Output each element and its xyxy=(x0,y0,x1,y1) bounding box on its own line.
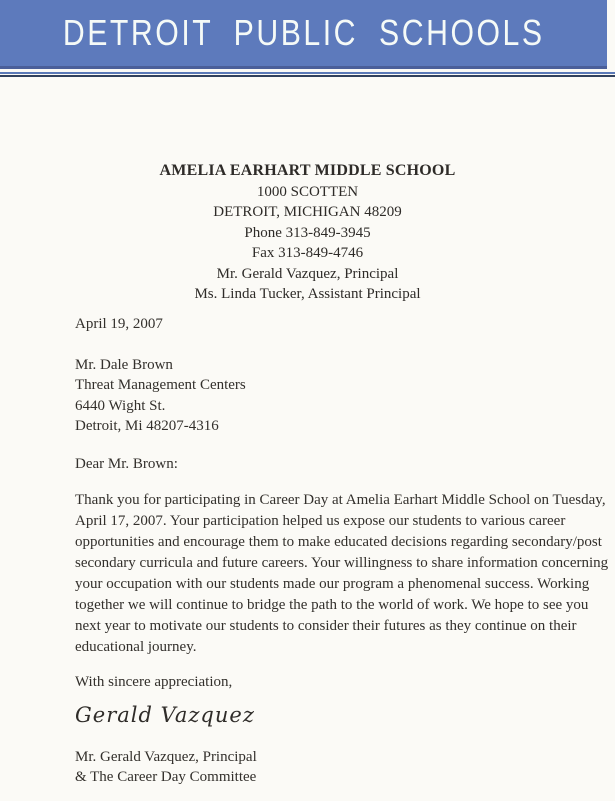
body-line: April 17, 2007. Your participation helped us expose our students to various career xyxy=(75,512,566,529)
body-line: educational journey. xyxy=(75,638,197,655)
recipient-address xyxy=(75,355,560,437)
letterhead xyxy=(0,161,615,305)
signature: Gerald Vazquez xyxy=(75,702,255,727)
district-banner xyxy=(0,0,607,69)
school-street: 1000 SCOTTEN xyxy=(256,183,359,200)
body-line: secondary curricula and future careers. Your willingness to share information concerning xyxy=(75,554,609,571)
school-fax: Fax 313-849-4746 xyxy=(251,245,364,261)
body-line: next year to motivate our students to consider their futures as they continue on their xyxy=(75,617,577,634)
body-line: opportunities and encourage them to make educated decisions regarding secondary/post xyxy=(75,533,602,550)
school-assistant-principal: Ms. Linda Tucker, Assistant Principal xyxy=(194,286,421,302)
body-line: together we will continue to bridge the path to the world of work. We hope to see you xyxy=(75,596,589,613)
divider-line-top xyxy=(0,72,615,74)
divider-line-bottom xyxy=(0,75,615,77)
signoff-committee: & The Career Day Committee xyxy=(75,768,257,785)
school-city: DETROIT, MICHIGAN 48209 xyxy=(213,204,402,220)
signoff xyxy=(75,747,560,787)
school-name: AMELIA EARHART MIDDLE SCHOOL xyxy=(159,162,456,179)
school-phone: Phone 313-849-3945 xyxy=(244,224,371,241)
body-line: Thank you for participating in Career Day at Amelia Earhart Middle School on Tuesday, xyxy=(75,491,606,508)
signoff-name-title: Mr. Gerald Vazquez, Principal xyxy=(75,748,257,765)
district-banner-title: DETROIT PUBLIC SCHOOLS xyxy=(62,12,545,53)
recipient-organization: Threat Management Centers xyxy=(75,377,246,393)
letter-body xyxy=(75,490,609,658)
closing: With sincere appreciation, xyxy=(75,673,233,690)
letter-content xyxy=(75,314,609,787)
school-principal: Mr. Gerald Vazquez, Principal xyxy=(216,265,399,282)
body-line: your occupation with our students made our program a phenomenal success. Working xyxy=(75,575,590,592)
letter-date: April 19, 2007 xyxy=(75,315,163,332)
recipient-city: Detroit, Mi 48207-4316 xyxy=(75,418,219,434)
recipient-street: 6440 Wight St. xyxy=(75,397,166,414)
recipient-name: Mr. Dale Brown xyxy=(75,356,173,373)
salutation: Dear Mr. Brown: xyxy=(75,455,178,472)
